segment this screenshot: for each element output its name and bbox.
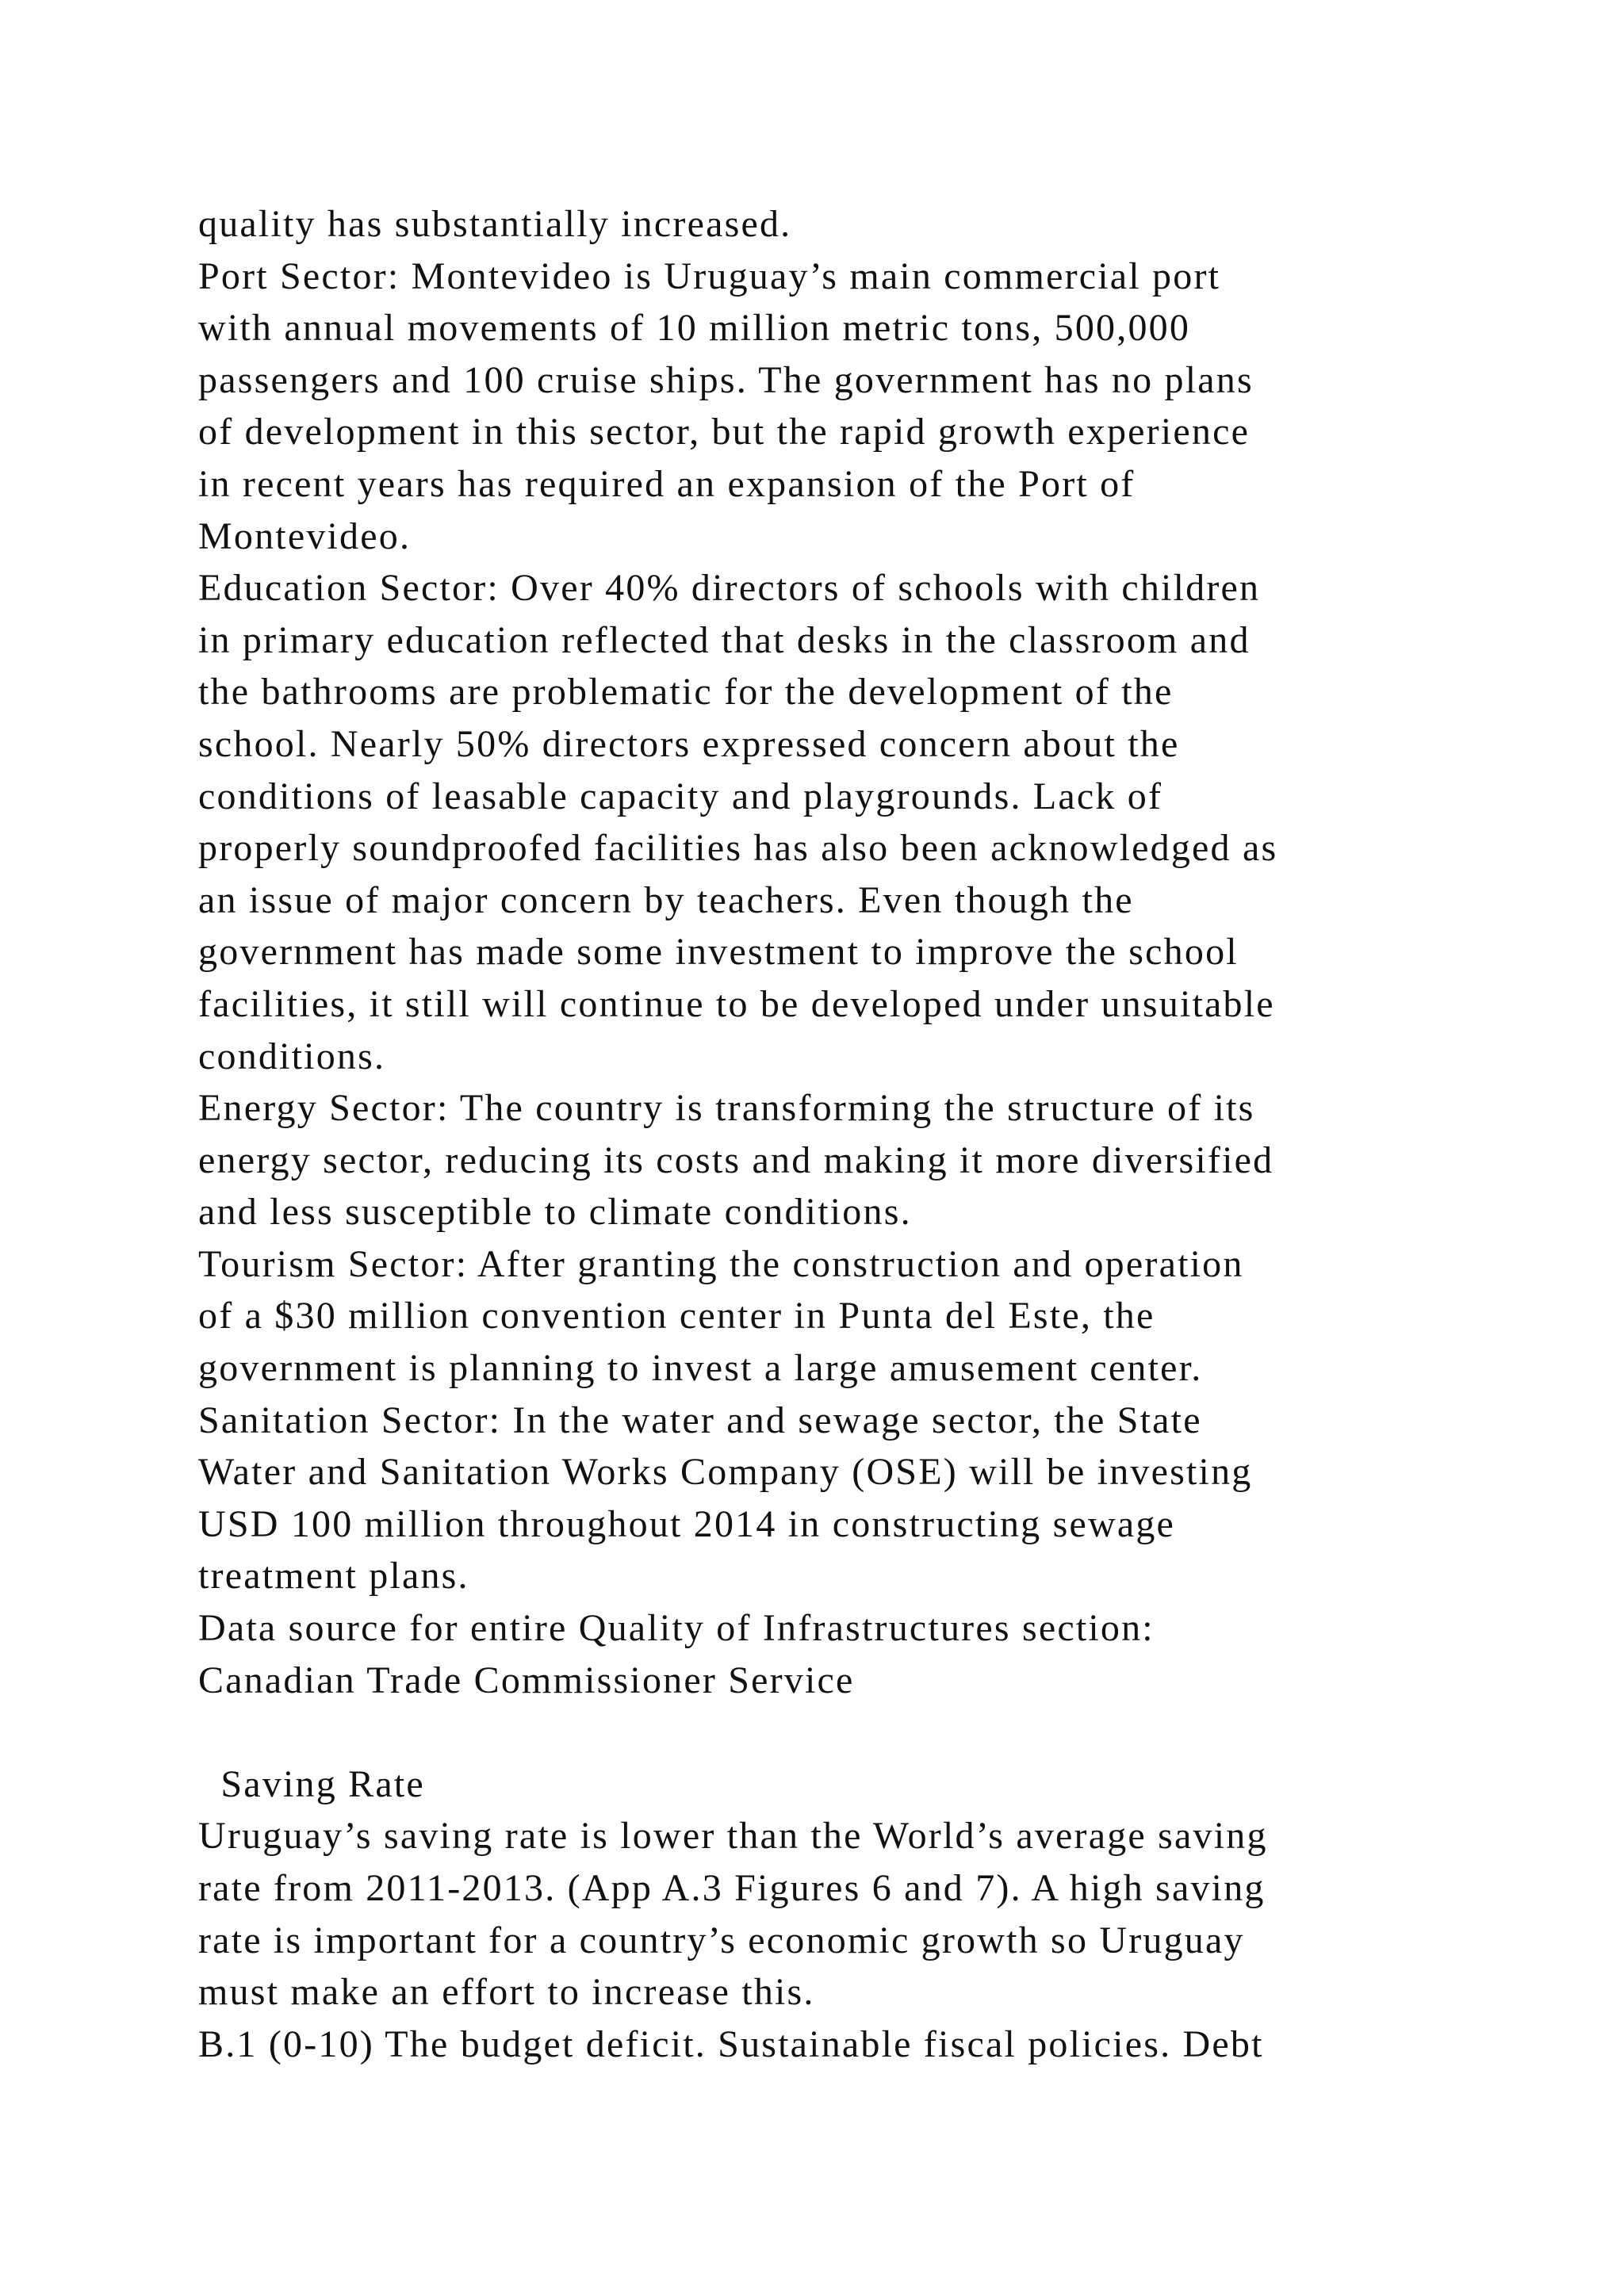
text-line: must make an effort to increase this. [198,1971,815,2014]
text-line: rate from 2011-2013. (App A.3 Figures 6 and 7). A high saving [198,1867,1266,1909]
text-line: in recent years has required an expansion of the Port of [198,462,1136,505]
text-line: B.1 (0-10) The budget deficit. Sustainable fiscal policies. Debt [198,2022,1264,2065]
text-line: rate is important for a country’s economic growth so Uruguay [198,1919,1245,1961]
text-line: Tourism Sector: After granting the construction and operation [198,1242,1244,1285]
text-line: with annual movements of 10 million metric tons, 500,000 [198,307,1191,350]
text-line: USD 100 million throughout 2014 in constructing sewage [198,1502,1176,1545]
text-line: Montevideo. [198,515,412,557]
blank-line [198,1706,1483,1758]
text-line: treatment plans. [198,1555,469,1598]
text-line: Uruguay’s saving rate is lower than the World’s average saving [198,1815,1268,1858]
text-line: of development in this sector, but the rapid growth experience [198,411,1251,453]
text-line: facilities, it still will continue to be developed under unsuitable [198,982,1275,1025]
text-line: the bathrooms are problematic for the development of the [198,671,1174,714]
text-line: energy sector, reducing its costs and making it more diversified [198,1138,1274,1181]
text-line: Data source for entire Quality of Infrastructures section: [198,1607,1155,1650]
text-line: properly soundproofed facilities has also been acknowledged as [198,827,1278,870]
text-line: government has made some investment to improve the school [198,931,1239,974]
text-line: Education Sector: Over 40% directors of schools with children [198,567,1261,610]
text-line: school. Nearly 50% directors expressed concern about the [198,722,1180,765]
text-line: and less susceptible to climate conditions. [198,1191,912,1234]
text-line: passengers and 100 cruise ships. The government has no plans [198,358,1254,401]
text-line: government is planning to invest a large amusement center. [198,1347,1203,1390]
text-line: in primary education reflected that desks in the classroom and [198,618,1251,661]
text-line: conditions of leasable capacity and playgrounds. Lack of [198,775,1163,817]
text-line: of a $30 million convention center in Punta del Este, the [198,1295,1155,1337]
text-line: Water and Sanitation Works Company (OSE) will be investing [198,1451,1253,1494]
text-line: conditions. [198,1035,386,1077]
text-line: an issue of major concern by teachers. Even though the [198,878,1134,921]
body-text [198,198,1483,2070]
text-line: Sanitation Sector: In the water and sewage sector, the State [198,1399,1202,1441]
section-heading: Saving Rate [198,1762,425,1805]
text-line: Port Sector: Montevideo is Uruguay’s main commercial port [198,254,1221,297]
text-line: Energy Sector: The country is transforming the structure of its [198,1087,1255,1130]
text-line: Canadian Trade Commissioner Service [198,1659,855,1701]
text-line: quality has substantially increased. [198,203,792,245]
